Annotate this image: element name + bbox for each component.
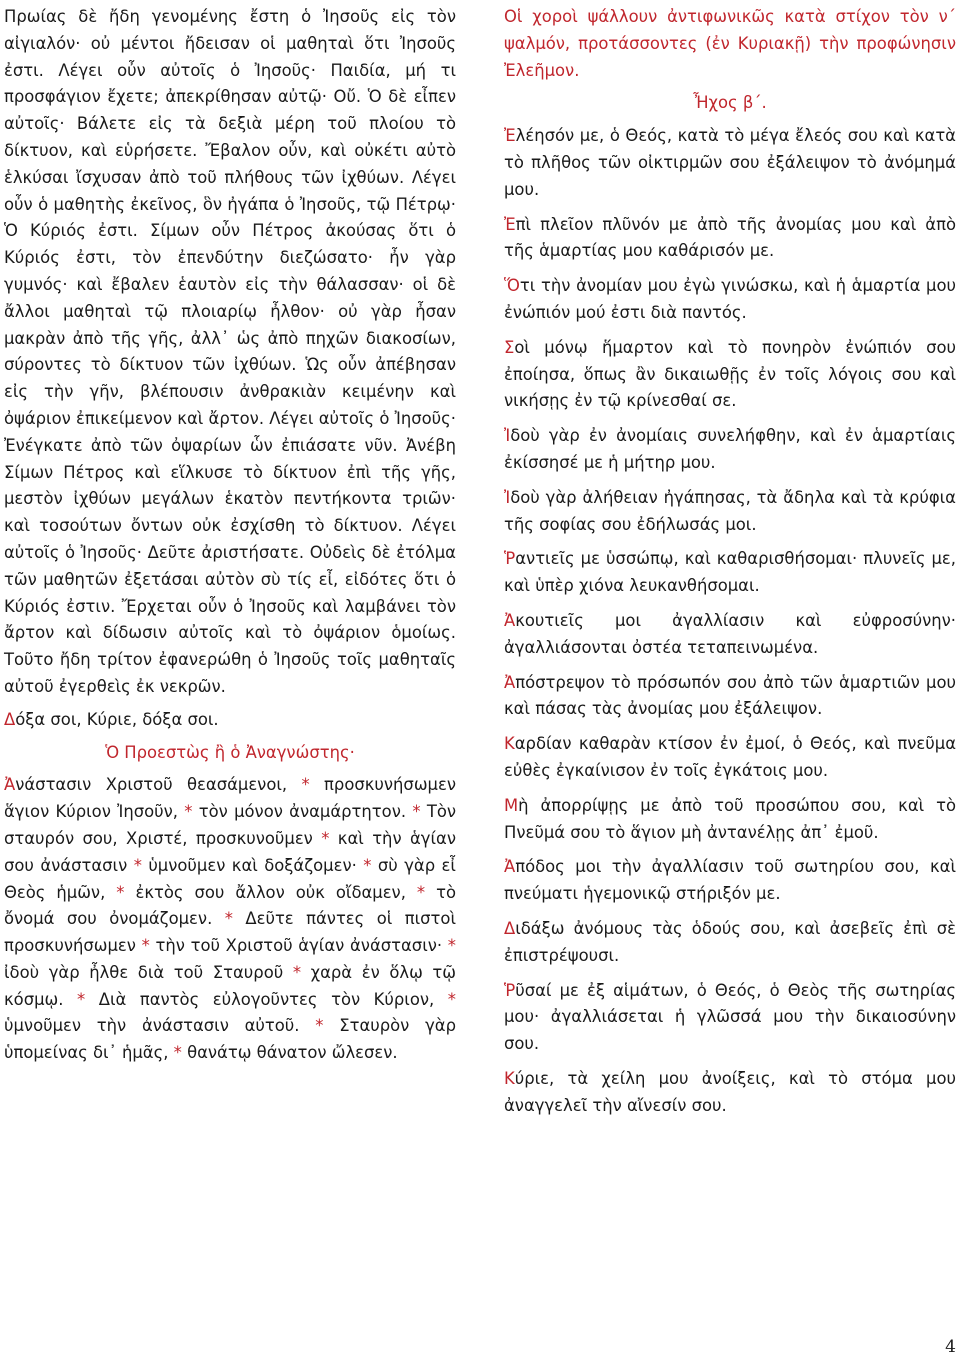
verse-initial: Ἀ — [504, 672, 516, 692]
hymn-asterisk: * — [292, 962, 302, 982]
psalm-verse — [504, 485, 956, 539]
verse-initial: Κ — [504, 734, 515, 754]
verse-text: δοὺ γὰρ ἐν ἀνομίαις συνελήφθην, καὶ ἐν ἁμαρτίαις ἐκίσσησέ με ἡ μήτηρ μου. — [504, 426, 956, 472]
hymn-asterisk: * — [184, 802, 193, 822]
verse-text: πόστρεψον τὸ πρόσωπόν σου ἀπὸ τῶν ἁμαρτιῶν μου καὶ πάσας τὰς ἀνομίας μου ἐξάλειψον. — [504, 672, 956, 719]
verse-initial: Ἀ — [504, 610, 516, 630]
verse-text: λέησόν με, ὁ Θεός, κατὰ τὸ μέγα ἔλεός σου καὶ κατὰ τὸ πλῆθος τῶν οἰκτιρμῶν σου ἐξάλειψον τὸ ἀνόμημά μου. — [504, 126, 956, 199]
hymn-asterisk: * — [321, 828, 330, 848]
verse-initial: Ὅ — [504, 276, 520, 296]
left-column — [4, 4, 456, 1067]
hymn-asterisk: * — [77, 989, 86, 1009]
hymn-asterisk: * — [416, 882, 426, 902]
doxology — [4, 707, 456, 734]
hymn-asterisk: * — [173, 1043, 182, 1063]
verse-initial: Ῥ — [504, 980, 516, 1000]
hymn-asterisk: * — [363, 855, 372, 875]
gospel-reading: Πρωίας δὲ ἤδη γενομένης ἔστη ὁ Ἰησοῦς εἰς τὸν αἰγιαλόν· οὐ μέντοι ἤδεισαν οἱ μαθηταὶ ὅτι Ἰησοῦς ἐστι. Λέγει οὖν αὐτοῖς ὁ Ἰησοῦς· Παιδία, μή τι προσφάγιον ἔχετε; ἀπεκρίθησαν αὐτῷ· Οὔ. Ὁ δὲ εἶπεν αὐτοῖς· Βάλετε εἰς τὰ δεξιὰ μέρη τοῦ πλοίου τὸ δίκτυον, καὶ εὑρήσετε. Ἔβαλον οὖν, καὶ οὐκέτι αὐτὸ ἑλκύσαι ἴσχυσαν ἀπὸ τοῦ πλήθους τῶν ἰχθύων. Λέγει οὖν ὁ μαθητὴς ἐκεῖνος, ὃν ἠγάπα ὁ Ἰησοῦς, τῷ Πέτρῳ· Ὁ Κύριός ἐστι. Σίμων οὖν Πέτρος ἀκούσας ὅτι ὁ Κύριός ἐστι, τὸν ἐπενδύτην διεζώσατο· ἦν γὰρ γυμνός· καὶ ἔβαλεν ἑαυτὸν εἰς τὴν θάλασσαν· οἱ δὲ ἄλλοι μαθηταὶ τῷ πλοιαρίῳ ἦλθον· οὐ γὰρ ἦσαν μακρὰν ἀπὸ τῆς γῆς, ἀλλ᾿ ὡς ἀπὸ πηχῶν διακοσίων, σύροντες τὸ δίκτυον τῶν ἰχθύων. Ὡς οὖν ἀπέβησαν εἰς τὴν γῆν, βλέπουσιν ἀνθρακιὰν κειμένην καὶ ὀψάριον ἐπικείμενον καὶ ἄρτον. Λέγει αὐτοῖς ὁ Ἰησοῦς· Ἐνέγκατε ἀπὸ τῶν ὀψαρίων ὧν ἐπιάσατε νῦν. Ἀνέβη Σίμων Πέτρος καὶ εἵλκυσε τὸ δίκτυον ἐπὶ τῆς γῆς, μεστὸν ἰχθύων μεγάλων ἑκατὸν πεντήκοντα τριῶν· καὶ τοσούτων ὄντων οὐκ ἐσχίσθη τὸ δίκτυον. Λέγει αὐτοῖς ὁ Ἰησοῦς· Δεῦτε ἀριστήσατε. Οὐδεὶς δὲ ἐτόλμα τῶν μαθητῶν ἐξετάσαι αὐτὸν σὺ τίς εἶ, εἰδότες ὅτι ὁ Κύριός ἐστιν. Ἔρχεται οὖν ὁ Ἰησοῦς καὶ λαμβάνει τὸν ἄρτον καὶ δίδωσιν αὐτοῖς καὶ τὸ ὀψάριον ὁμοίως. Τοῦτο ἤδη τρίτον ἐφανερώθη ὁ Ἰησοῦς τοῖς μαθηταῖς αὐτοῦ ἐγερθεὶς ἐκ νεκρῶν. — [4, 7, 456, 696]
psalm-verse — [504, 273, 956, 327]
verse-text: αρδίαν καθαρὰν κτίσον ἐν ἐμοί, ὁ Θεός, καὶ πνεῦμα εὐθὲς ἐγκαίνισον ἐν τοῖς ἐγκάτοις μου. — [504, 734, 956, 780]
verse-text: κουτιεῖς μοι ἀγαλλίασιν καὶ εὐφροσύνην· ἀγαλλιάσονται ὀστέα τεταπεινωμένα. — [504, 610, 956, 657]
verse-initial: Σ — [504, 337, 515, 357]
psalm-verse — [504, 1066, 956, 1120]
psalm-verse — [504, 670, 956, 724]
hymn-initial: Ἀ — [4, 775, 16, 795]
hymn-asterisk: * — [447, 989, 456, 1009]
hymn-asterisk: * — [447, 936, 456, 956]
psalm-verse — [504, 546, 956, 600]
hymn-asterisk: * — [141, 936, 150, 956]
hymn-asterisk: * — [116, 882, 125, 902]
verse-initial: Ἰ — [504, 426, 511, 446]
tone-heading: Ἦχος β´. — [693, 93, 767, 113]
verse-initial: Κ — [504, 1068, 515, 1088]
hymn-asterisk: * — [133, 855, 142, 875]
psalm-verse — [504, 423, 956, 477]
hymn-asterisk: * — [315, 1016, 324, 1036]
resurrection-hymn — [4, 772, 456, 1067]
doxology-initial: Δ — [4, 709, 16, 729]
verse-text: τι τὴν ἀνομίαν μου ἐγὼ γινώσκω, καὶ ἡ ἁμαρτία μου ἐνώπιόν μού ἐστι διὰ παντός. — [504, 276, 956, 322]
doxology-text: όξα σοι, Κύριε, δόξα σοι. — [15, 709, 219, 729]
verse-text: πόδος μοι τὴν ἀγαλλίασιν τοῦ σωτηρίου σου, καὶ πνεύματι ἡγεμονικῷ στήριξόν με. — [504, 857, 956, 904]
verse-text: οὶ μόνῳ ἥμαρτον καὶ τὸ πονηρὸν ἐνώπιόν σου ἐποίησα, ὅπως ἂν δικαιωθῇς ἐν τοῖς λόγοις σου καὶ νικήσῃς ἐν τῷ κρίνεσθαί σε. — [504, 337, 956, 411]
psalm-verse — [504, 335, 956, 415]
psalm-verse — [504, 731, 956, 785]
verse-text: αντιεῖς με ὑσσώπῳ, καὶ καθαρισθήσομαι· πλυνεῖς με, καὶ ὑπὲρ χιόνα λευκανθήσομαι. — [504, 549, 956, 596]
psalm-verse — [504, 978, 956, 1058]
rubric-reader: Ὁ Προεστὼς ἢ ὁ Ἀναγνώστης· — [105, 742, 355, 762]
psalm-verse — [504, 608, 956, 662]
hymn-asterisk: * — [301, 775, 310, 795]
verse-text: πὶ πλεῖον πλῦνόν με ἀπὸ τῆς ἀνομίας μου καὶ ἀπὸ τῆς ἁμαρτίας μου καθάρισόν με. — [504, 214, 956, 261]
hymn-asterisk: * — [224, 909, 233, 929]
verse-initial: Δ — [504, 918, 516, 938]
psalm-verse — [504, 854, 956, 908]
hymn-text: νάστασιν Χριστοῦ θεασάμενοι, * προσκυνήσωμεν ἅγιον Κύριον Ἰησοῦν, * τὸν μόνον ἀναμάρτητον. * Τὸν σταυρόν σου, Χριστέ, προσκυνοῦμεν * καὶ τὴν ἁγίαν σου ἀνάστασιν * ὑμνοῦμεν καὶ δοξάζομεν· * σὺ γὰρ εἶ Θεὸς ἡμῶν, * ἐκτὸς σου ἄλλον οὐκ οἴδαμεν, * τὸ ὄνομά σου ὀνομάζομεν. * Δεῦτε πάντες οἱ πιστοὶ προσκυνήσωμεν * τὴν τοῦ Χριστοῦ ἁγίαν ἀνάστασιν· * ἰδοὺ γὰρ ἦλθε διὰ τοῦ Σταυροῦ * χαρὰ ἐν ὅλῳ τῷ κόσμῳ. * Διὰ παντὸς εὐλογοῦντες τὸν Κύριον, * ὑμνοῦμεν τὴν ἀνάστασιν αὐτοῦ. * Σταυρὸν γὰρ ὑπομείνας δι᾿ ἡμᾶς, * θανάτῳ θάνατον ὤλεσεν. — [4, 775, 457, 1063]
psalm-rubric: Οἱ χοροὶ ψάλλουν ἀντιφωνικῶς κατὰ στίχον τὸν ν´ ψαλμόν, προτάσσοντες (ἐν Κυριακῇ) τὴν προφώνησιν Ἐλεῆμον. — [504, 7, 956, 80]
hymn-asterisk: * — [412, 802, 421, 822]
verse-initial: Ἐ — [504, 126, 516, 146]
verse-text: δοὺ γὰρ ἀλήθειαν ἠγάπησας, τὰ ἄδηλα καὶ τὰ κρύφια τῆς σοφίας σου ἐδήλωσάς μοι. — [504, 487, 956, 534]
psalm-verses — [504, 123, 956, 1119]
verse-text: ιδάξω ἀνόμους τὰς ὁδούς σου, καὶ ἀσεβεῖς ἐπὶ σὲ ἐπιστρέψουσι. — [504, 918, 956, 965]
verse-text: ύριε, τὰ χείλη μου ἀνοίξεις, καὶ τὸ στόμα μου ἀναγγελεῖ τὴν αἴνεσίν σου. — [504, 1068, 956, 1115]
verse-initial: Ἀ — [504, 857, 516, 877]
verse-text: ῦσαί με ἐξ αἱμάτων, ὁ Θεός, ὁ Θεὸς τῆς σωτηρίας μου· ἀγαλλιάσεται ἡ γλῶσσά μου τὴν δικαιοσύνην σου. — [504, 980, 956, 1054]
psalm-verse — [504, 793, 956, 847]
psalm-verse — [504, 916, 956, 970]
verse-initial: Μ — [504, 795, 519, 815]
verse-text: ὴ ἀπορρίψῃς με ἀπὸ τοῦ προσώπου σου, καὶ τὸ Πνεῦμά σου τὸ ἅγιον μὴ ἀντανέλῃς ἀπ᾿ ἐμοῦ. — [504, 795, 956, 842]
right-column — [504, 4, 956, 1127]
verse-initial: Ῥ — [504, 549, 516, 569]
psalm-verse — [504, 212, 956, 266]
page-number: 4 — [945, 1337, 956, 1357]
verse-initial: Ἐ — [504, 214, 516, 234]
verse-initial: Ἰ — [504, 487, 511, 507]
psalm-verse — [504, 123, 956, 203]
